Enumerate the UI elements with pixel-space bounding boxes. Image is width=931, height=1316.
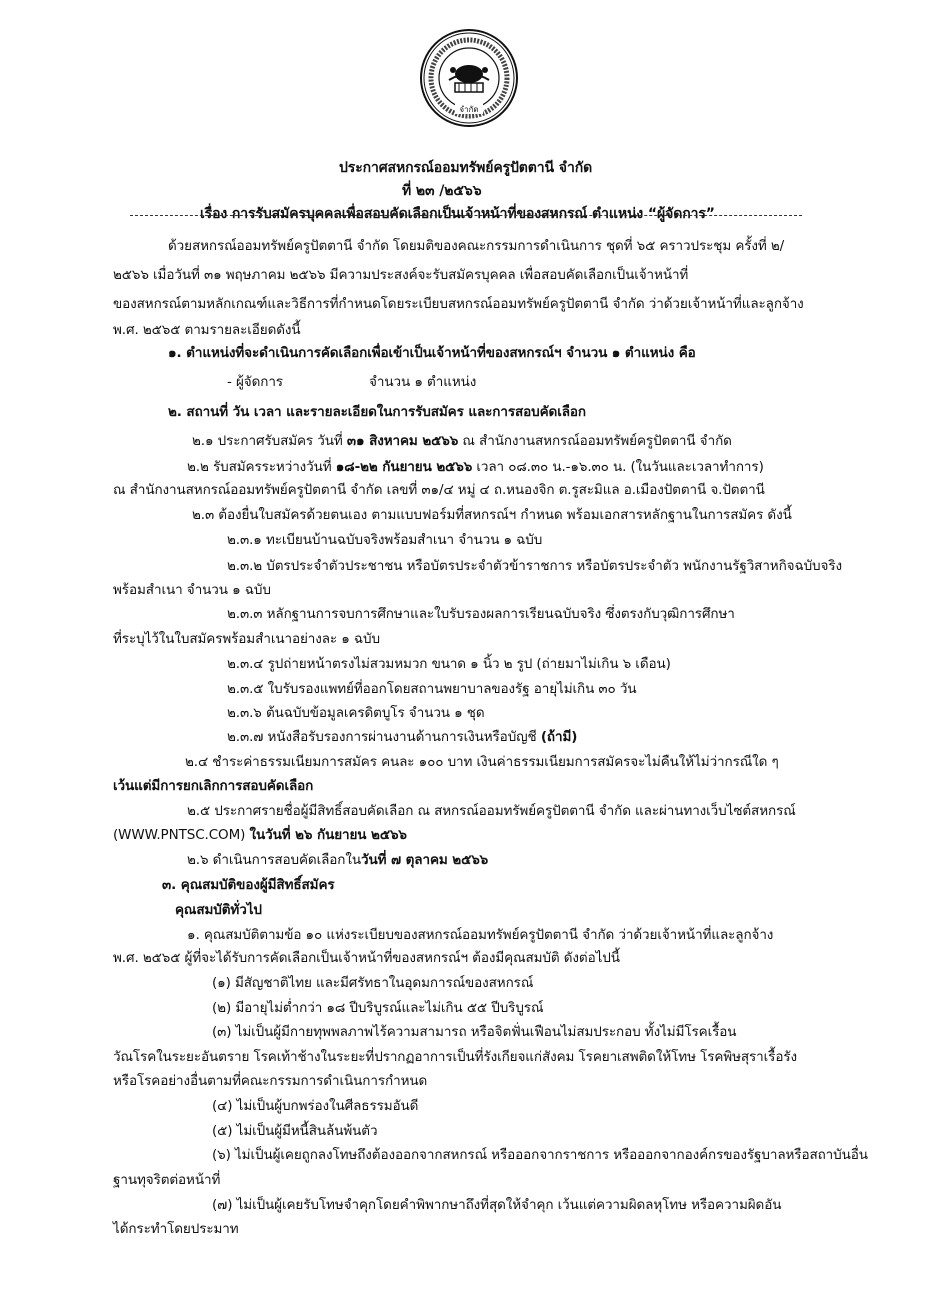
qualification-1: (๑) มีสัญชาติไทย และมีศรัทธาในอุดมการณ์ของสหกรณ์ — [212, 975, 534, 991]
item-2-2-address: ณ สำนักงานสหกรณ์ออมทรัพย์ครูปัตตานี จำกัด เลขที่ ๓๑/๔ หมู่ ๔ ถ.หนองจิก ต.รูสะมิแล อ.เมืองปัตตานี จ.ปัตตานี — [113, 482, 765, 498]
section-3-subheading: คุณสมบัติทั่วไป — [175, 902, 262, 918]
item-2-3-1: ๒.๓.๑ ทะเบียนบ้านฉบับจริงพร้อมสำเนา จำนวน ๑ ฉบับ — [227, 532, 543, 548]
announcement-number: ที่ ๒๓ /๒๕๖๖ — [402, 183, 482, 199]
website-link[interactable]: (WWW.PNTSC.COM) — [113, 827, 246, 843]
section-3-heading: ๓. คุณสมบัติของผู้มีสิทธิ์สมัคร — [162, 877, 335, 893]
qualification-7-line-2: ได้กระทำโดยประมาท — [113, 1221, 239, 1237]
item-2-5-date: ในวันที่ ๒๖ กันยายน ๒๕๖๖ — [249, 827, 407, 843]
item-2-3-6: ๒.๓.๖ ต้นฉบับข้อมูลเครดิตบูโร จำนวน ๑ ชุด — [227, 705, 485, 721]
position-count: จำนวน ๑ ตำแหน่ง — [369, 374, 477, 390]
item-2-3-7-text: ๒.๓.๗ หนังสือรับรองการผ่านงานด้านการเงินหรือบัญชี — [227, 729, 537, 745]
qualification-3-line-2: วัณโรคในระยะอันตราย โรคเท้าช้างในระยะที่ปรากฏอาการเป็นที่รังเกียจแก่สังคม โรคยาเสพติดให้โทษ โรคพิษสุราเรื้อรัง — [113, 1049, 797, 1065]
item-2-5-line-1: ๒.๕ ประกาศรายชื่อผู้มีสิทธิ์สอบคัดเลือก ณ สหกรณ์ออมทรัพย์ครูปัตตานี จำกัด และผ่านทางเว็บไซต์สหกรณ์ — [187, 803, 796, 819]
qualification-intro-line-2: พ.ศ. ๒๕๖๕ ผู้ที่จะได้รับการคัดเลือกเป็นเจ้าหน้าที่ของสหกรณ์ฯ ต้องมีคุณสมบัติ ดังต่อไปนี้ — [113, 950, 620, 966]
item-2-3-2-line-1: ๒.๓.๒ บัตรประจำตัวประชาชน หรือบัตรประจำตัวข้าราชการ หรือบัตรประจำตัว พนักงานรัฐวิสาหกิจฉบับจริง — [227, 558, 842, 574]
intro-line-1: ด้วยสหกรณ์ออมทรัพย์ครูปัตตานี จำกัด โดยมติของคณะกรรมการดำเนินการ ชุดที่ ๖๕ คราวประชุม ครั้งที่ ๒/ — [168, 238, 785, 254]
qualification-5: (๕) ไม่เป็นผู้มีหนี้สินล้นพ้นตัว — [212, 1123, 378, 1139]
intro-line-3: ของสหกรณ์ตามหลักเกณฑ์และวิธีการที่กำหนดโดยระเบียบสหกรณ์ออมทรัพย์ครูปัตตานี จำกัด ว่าด้วยเจ้าหน้าที่และลูกจ้าง — [113, 296, 804, 312]
item-2-3-5: ๒.๓.๕ ใบรับรองแพทย์ที่ออกโดยสถานพยาบาลของรัฐ อายุไม่เกิน ๓๐ วัน — [227, 681, 637, 697]
position-name: - ผู้จัดการ — [227, 374, 283, 390]
section-2-heading: ๒. สถานที่ วัน เวลา และรายละเอียดในการรับสมัคร และการสอบคัดเลือก — [168, 404, 586, 420]
item-2-6-date: วันที่ ๗ ตุลาคม ๒๕๖๖ — [360, 852, 489, 868]
announcement-title: ประกาศสหกรณ์ออมทรัพย์ครูปัตตานี จำกัด — [339, 160, 593, 176]
item-2-4-line-1: ๒.๔ ชำระค่าธรรมเนียมการสมัคร คนละ ๑๐๐ บาท เงินค่าธรรมเนียมการสมัครจะไม่คืนให้ไม่ว่ากรณีใด ๆ — [185, 754, 779, 770]
item-2-1 — [192, 431, 732, 451]
item-2-3-2-line-2: พร้อมสำเนา จำนวน ๑ ฉบับ — [113, 582, 271, 598]
qualification-3-line-1: (๓) ไม่เป็นผู้มีกายทุพพลภาพไร้ความสามารถ หรือจิตฟั่นเฟือนไม่สมประกอบ ทั้งไม่มีโรคเรื้อน — [212, 1024, 737, 1040]
intro-line-4: พ.ศ. ๒๕๖๕ ตามรายละเอียดดังนี้ — [113, 322, 301, 338]
item-2-1-label: ๒.๑ ประกาศรับสมัคร วันที่ — [192, 433, 343, 449]
item-2-4-line-2: เว้นแต่มีการยกเลิกการสอบคัดเลือก — [113, 778, 314, 794]
item-2-3-7-optional: (ถ้ามี) — [540, 729, 578, 745]
item-2-5-line-2 — [113, 825, 407, 845]
item-2-2-time: เวลา ๐๘.๓๐ น.-๑๖.๓๐ น. (ในวันและเวลาทำการ) — [476, 459, 764, 475]
header-divider — [130, 215, 802, 216]
section-1-heading: ๑. ตำแหน่งที่จะดำเนินการคัดเลือกเพื่อเข้าเป็นเจ้าหน้าที่ของสหกรณ์ฯ จำนวน ๑ ตำแหน่ง คือ — [168, 345, 696, 361]
item-2-2-date: ๑๘-๒๒ กันยายน ๒๕๖๖ — [335, 459, 473, 475]
qualification-3-line-3: หรือโรคอย่างอื่นตามที่คณะกรรมการดำเนินการกำหนด — [113, 1073, 428, 1089]
seal-bottom-text: จำกัด — [459, 105, 479, 114]
item-2-6-label: ๒.๖ ดำเนินการสอบคัดเลือกใน — [187, 852, 361, 868]
cooperative-seal-logo — [419, 28, 519, 128]
qualification-6-line-1: (๖) ไม่เป็นผู้เคยถูกลงโทษถึงต้องออกจากสหกรณ์ หรือออกจากราชการ หรือออกจากองค์กรของรัฐบาลหรือสถาบันอื่น — [212, 1147, 868, 1163]
item-2-2 — [187, 457, 764, 477]
item-2-3-3-line-1: ๒.๓.๓ หลักฐานการจบการศึกษาและใบรับรองผลการเรียนฉบับจริง ซึ่งตรงกับวุฒิการศึกษา — [227, 606, 735, 622]
item-2-1-place: ณ สำนักงานสหกรณ์ออมทรัพย์ครูปัตตานี จำกัด — [462, 433, 732, 449]
qualification-2: (๒) มีอายุไม่ต่ำกว่า ๑๘ ปีบริบูรณ์และไม่เกิน ๕๕ ปีบริบูรณ์ — [212, 1000, 544, 1016]
item-2-2-label: ๒.๒ รับสมัครระหว่างวันที่ — [187, 459, 332, 475]
item-2-3-7 — [227, 727, 577, 747]
qualification-intro-line-1: ๑. คุณสมบัติตามข้อ ๑๐ แห่งระเบียบของสหกรณ์ออมทรัพย์ครูปัตตานี จำกัด ว่าด้วยเจ้าหน้าที่และลูกจ้าง — [187, 927, 774, 943]
item-2-3: ๒.๓ ต้องยื่นใบสมัครด้วยตนเอง ตามแบบฟอร์มที่สหกรณ์ฯ กำหนด พร้อมเอกสารหลักฐานในการสมัคร ดังนี้ — [192, 507, 792, 523]
item-2-3-3-line-2: ที่ระบุไว้ในใบสมัครพร้อมสำเนาอย่างละ ๑ ฉบับ — [113, 631, 380, 647]
qualification-4: (๔) ไม่เป็นผู้บกพร่องในศีลธรรมอันดี — [212, 1098, 419, 1114]
intro-line-2: ๒๕๖๖ เมื่อวันที่ ๓๑ พฤษภาคม ๒๕๖๖ มีความประสงค์จะรับสมัครบุคคล เพื่อสอบคัดเลือกเป็นเจ้าหน้าที่ — [113, 267, 689, 283]
announcement-subject: เรื่อง การรับสมัครบุคคลเพื่อสอบคัดเลือกเป็นเจ้าหน้าที่ของสหกรณ์ ตำแหน่ง “ผู้จัดการ” — [200, 206, 715, 222]
item-2-1-date: ๓๑ สิงหาคม ๒๕๖๖ — [346, 433, 459, 449]
qualification-6-line-2: ฐานทุจริตต่อหน้าที่ — [113, 1172, 221, 1188]
item-2-3-4: ๒.๓.๔ รูปถ่ายหน้าตรงไม่สวมหมวก ขนาด ๑ นิ้ว ๒ รูป (ถ่ายมาไม่เกิน ๖ เดือน) — [227, 656, 671, 672]
item-2-6 — [187, 850, 488, 870]
qualification-7-line-1: (๗) ไม่เป็นผู้เคยรับโทษจำคุกโดยคำพิพากษาถึงที่สุดให้จำคุก เว้นแต่ความผิดลหุโทษ หรือความผิดอัน — [212, 1197, 782, 1213]
